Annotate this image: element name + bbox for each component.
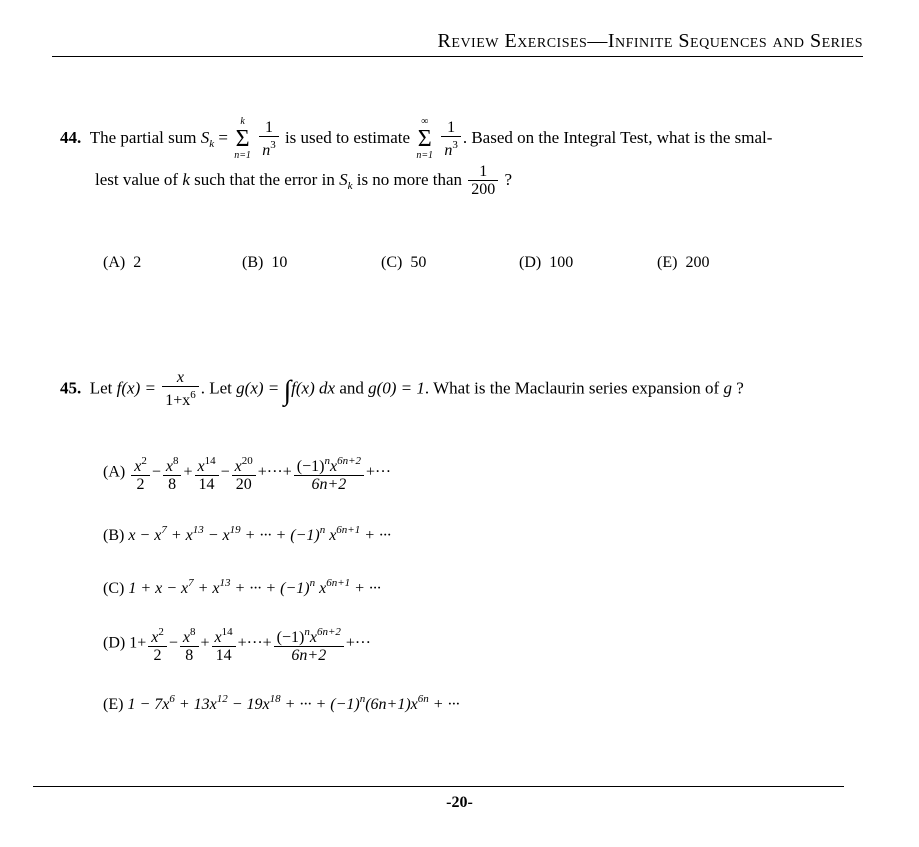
choice-label: (E) [103,696,124,713]
choice-label: (C) [381,254,403,271]
frac-den: 6n+2 [294,475,364,493]
q44-choice-b[interactable] [242,254,287,272]
q44-text-6: is no more than [352,169,467,189]
q44-S2-sub: k [347,179,353,192]
choice-label: (E) [657,254,678,271]
q44-frac-200 [468,164,498,198]
term-frac [232,453,256,493]
q44-S: S [200,127,210,147]
q44-text-3: . Based on the Integral Test, what is the smal- [462,127,773,147]
frac-num: x [165,458,173,475]
frac-exp: 3 [452,138,458,151]
q44-S-sub: k [209,137,215,150]
term-frac [180,624,199,664]
frac-num: x [182,629,190,646]
choice-value: 200 [685,254,710,271]
frac-exp: 2 [141,455,147,467]
q44-frac-2 [441,120,461,159]
frac-num: 1 [479,163,488,180]
frac-exp: 6n+2 [337,455,362,467]
term-frac [131,453,150,493]
frac-num-x: x [309,629,317,646]
term-frac [274,624,344,664]
dots: +··· [366,463,392,481]
frac-num: 1 [264,118,273,136]
q45-g0: g(0) = 1 [368,378,425,398]
q44-line-1 [60,116,772,162]
choice-label: (A) [103,254,126,271]
q44-eq: = [214,127,233,147]
dots: +···+ [237,634,272,652]
frac-den: 2 [148,646,167,664]
term-one: 1+ [129,634,147,652]
page-number: -20- [446,794,473,811]
q44-choice-a[interactable] [103,254,141,272]
frac-den: n [262,141,271,159]
frac-num-x: x [329,458,338,475]
q44-text-4: lest value of [95,169,183,189]
choice-value: 2 [133,254,142,271]
q45-choice-a[interactable]: (A) $\frac{x^2}{2}$ − $\frac{x^8}{8}$ + $\frac{x^{14}}{14}$ − $\frac{x^{20}}{20}$ +···+ $\frac{(-1)^nx^{6n+2}}{6n+2}$ +··· [103,455,392,493]
frac-den: 2 [131,475,150,493]
q45-gx: g(x) = [236,378,284,398]
dots: +··· [345,634,371,652]
frac-num: 1 [447,118,456,136]
sum-bottom: n=1 [416,150,434,161]
q45-qmark: ? [731,378,744,398]
choice-value: 100 [549,254,574,271]
sigma-symbol: Σ [235,126,250,152]
q45-frac [162,370,199,409]
integral-symbol: ∫ [283,375,292,407]
sum-top: k [240,116,245,127]
q44-number: 44. [60,127,82,147]
q44-qmark: ? [504,169,513,189]
q45-text-4: . What is the Maclaurin series expansion of [424,378,724,398]
q45-fx: f(x) = [116,378,161,398]
frac-den: 8 [163,475,182,493]
q45-fdx: f(x) dx [291,378,336,398]
choice-value: 50 [410,254,427,271]
frac-den: 1+x [165,392,191,409]
q44-choice-e[interactable] [657,254,709,272]
q45-stem [60,370,744,409]
page-header [438,30,863,53]
q45-text-1: Let [89,378,117,398]
q45-choice-c[interactable] [103,577,381,598]
frac-exp: 3 [270,138,276,151]
choice-label: (B) [103,527,125,544]
frac-den: 20 [232,475,256,493]
q45-choice-b[interactable] [103,524,391,545]
q44-text-1: The partial sum [89,127,201,147]
frac-exp: 8 [172,455,179,467]
q44-text-5: such that the error in [189,169,340,189]
q44-k: k [182,169,190,189]
frac-num: x [176,369,185,386]
term-frac [148,624,167,664]
frac-num: x [234,458,242,475]
footer-rule [33,786,844,787]
q44-text-2: is used to estimate [284,127,415,147]
frac-exp: 14 [204,455,216,467]
header-title: Review Exercises—Infinite Sequences and Series [437,30,863,52]
q44-sum-2 [416,116,433,162]
frac-den: n [444,141,453,159]
frac-exp: n [324,455,330,467]
choice-expression: $1 - 7x^6 + 13x^{12} - 19x^{18}$ + ··· + $(-1)^n(6n+1)x^{6n}$ + ··· [127,693,460,713]
frac-exp: 6 [190,389,196,401]
term-frac [212,624,236,664]
sum-top: ∞ [421,116,429,127]
frac-num: (−1) [276,629,305,646]
choice-label: (D) [103,634,126,652]
frac-num: x [134,458,142,475]
q44-sum-1 [234,116,251,162]
q45-number: 45. [60,378,82,398]
frac-den: 6n+2 [274,646,344,664]
sum-bottom: n=1 [234,150,251,161]
choice-expression: $1 + x - x^7 + x^{13}$ + ··· + $(-1)^n$ $x^{6n+1}$ + ··· [128,577,381,597]
q44-choice-d[interactable] [519,254,573,272]
frac-den: 14 [212,646,236,664]
frac-exp: 6n+2 [316,626,341,638]
q45-g: g [723,378,732,398]
q44-choice-c[interactable] [381,254,426,272]
frac-den: 200 [468,180,498,198]
frac-exp: 8 [190,626,196,638]
choice-label: (C) [103,580,125,597]
term-frac [294,453,364,493]
header-rule [52,56,863,57]
q45-text-2: . Let [200,378,237,398]
q44-line-2 [95,164,512,198]
choice-label: (D) [519,254,542,271]
dots: +···+ [257,463,292,481]
frac-num: (−1) [296,458,325,475]
frac-num: x [214,629,222,646]
frac-num: x [197,458,205,475]
frac-num: x [151,629,159,646]
q45-choice-e[interactable] [103,693,460,714]
choice-label: (A) [103,463,126,481]
frac-exp: 14 [221,626,233,638]
q45-text-3: and [335,378,369,398]
frac-exp: n [304,626,310,638]
term-frac [195,453,219,493]
choice-expression: $x - x^7 + x^{13} - x^{19}$ + ··· + $(-1)^n$ $x^{6n+1}$ + ··· [128,524,392,544]
frac-den: 14 [195,475,219,493]
frac-exp: 20 [241,455,253,467]
q44-frac-1 [259,120,279,159]
choice-value: 10 [271,254,288,271]
sigma-symbol: Σ [417,126,432,152]
term-frac [163,453,182,493]
choice-label: (B) [242,254,264,271]
q44-S2: S [339,169,348,189]
frac-den: 8 [180,646,199,664]
q45-choice-d[interactable]: (D) 1+ $\frac{x^2}{2}$ − $\frac{x^8}{8}$ + $\frac{x^{14}}{14}$ +···+ $\frac{(-1)^nx^{6n+2}}{6n+2}$ +··· [103,626,371,664]
frac-exp: 2 [158,626,164,638]
